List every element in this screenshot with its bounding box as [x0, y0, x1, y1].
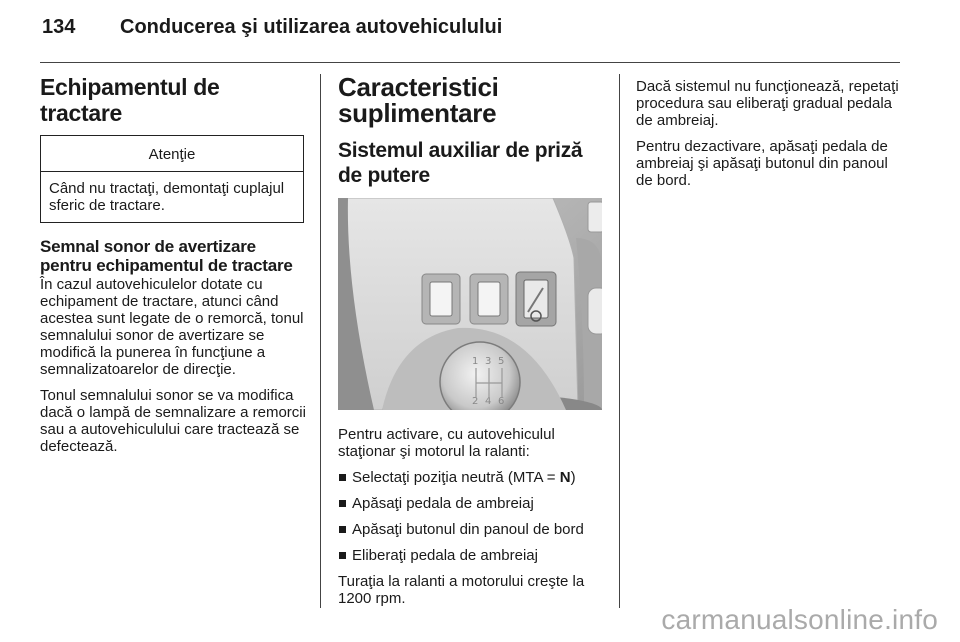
column-left [40, 74, 306, 455]
column-divider-2 [619, 74, 620, 608]
gear-label-2: 2 [472, 396, 479, 407]
section-title-towing: Echipamentul de tractare [40, 74, 220, 126]
bullet-marker [339, 552, 346, 559]
section-title-additional-features: Caracteristici suplimentare [338, 72, 499, 128]
activation-steps [338, 469, 604, 564]
column-middle [338, 74, 604, 607]
list-item: Apăsaţi pedala de ambreiaj [338, 495, 604, 512]
paragraph-retry: Dacă sistemul nu funcţionează, repetaţi procedura sau eliberaţi gradual pedala de ambreiaj. [636, 78, 899, 129]
page-number: 134 [42, 16, 76, 38]
subsection-title-warning-signal: Semnal sonor de avertizare pentru echipamentul de tractare [40, 237, 293, 275]
site-watermark: carmanualsonline.info [661, 604, 938, 635]
column-right [636, 74, 902, 189]
paragraph-warning-2: Tonul semnalului sonor se va modifica dacă o lampă de semnalizare a remorcii sau a autovehiculului care tractează se defectează. [40, 387, 306, 455]
list-item: Apăsaţi butonul din panoul de bord [338, 521, 604, 538]
caution-heading: Atenţie [41, 136, 303, 172]
bullet-marker [339, 474, 346, 481]
activation-intro: Pentru activare, cu autovehiculul staţionar şi motorul la ralanti: [338, 426, 555, 460]
gear-label-1: 1 [472, 356, 479, 367]
header-divider [40, 62, 900, 63]
list-item: Selectaţi poziţia neutră (MTA = N) [338, 469, 604, 486]
column-divider-1 [320, 74, 321, 608]
bullet-marker [339, 526, 346, 533]
gear-label-4: 4 [485, 396, 492, 407]
paragraph-deactivate: Pentru dezactivare, apăsaţi pedala de ambreiaj şi apăsaţi butonul din panoul de bord. [636, 138, 888, 189]
subsection-title-pto: Sistemul auxiliar de priză de putere [338, 139, 583, 187]
caution-box [40, 135, 304, 223]
idle-speed-note: Turaţia la ralanti a motorului creşte la 1200 rpm. [338, 573, 585, 607]
page-header [40, 16, 900, 62]
gear-label-5: 5 [498, 356, 505, 367]
pto-dashboard-photo [338, 198, 602, 410]
list-item: Eliberaţi pedala de ambreiaj [338, 547, 604, 564]
chapter-title: Conducerea şi utilizarea autovehiculului [120, 16, 503, 38]
bullet-marker [339, 500, 346, 507]
caution-text: Când nu tractaţi, demontaţi cuplajul sferic de tractare. [49, 180, 285, 214]
gear-label-6: 6 [498, 396, 505, 407]
gear-label-3: 3 [485, 356, 492, 367]
paragraph-warning-1: În cazul autovehiculelor dotate cu echipament de tractare, atunci când acestea sunt legate de o remorcă, tonul semnalului sonor de avertizare se modifică la punerea în funcţiune a semnalizatoarelor de direcţie. [40, 276, 304, 378]
